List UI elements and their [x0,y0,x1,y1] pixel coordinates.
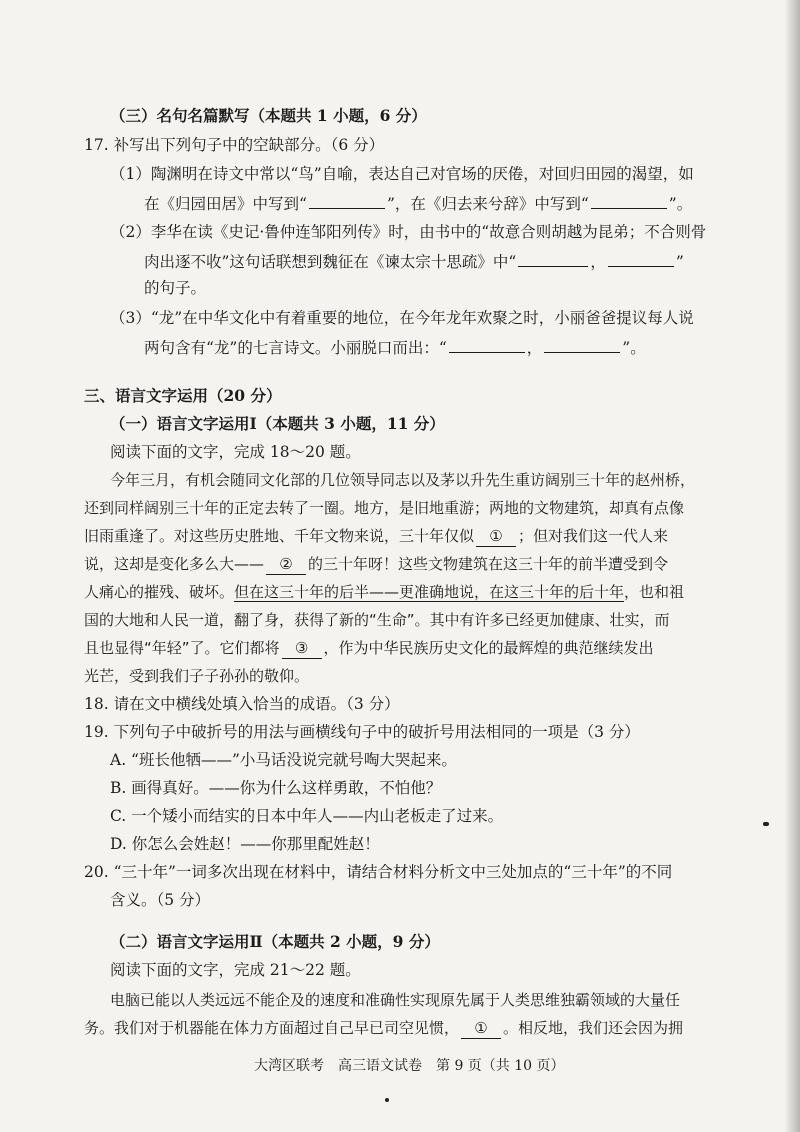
q17-part2-text-c: ” [675,253,684,271]
answer-blank[interactable] [449,336,525,353]
passage1-line3-b: ；但对我们这一代人来 [518,527,669,545]
q17-part1-text-a: 在《归园田居》中写到“ [144,195,307,213]
passage1-line5-b: ，也和祖 [624,583,685,601]
passage1-line7 [84,638,654,659]
q17-part2-text-b: ， [590,253,606,271]
q19: 19. 下列句子中破折号的用法与画横线句子中的破折号用法相同的一项是（3 分） [84,723,640,741]
passage1-line2: 还到同样阔别三十年的正定去转了一圈。地方，是旧地重游；两地的文物建筑，却真有点像 [84,499,685,517]
q17-part3-line1: （3）“龙”在中华文化中有着重要的地位，在今年龙年欢聚之时，小丽爸爸提议每人说 [110,309,694,327]
passage1-line8: 光芒，受到我们子子孙孙的敬仰。 [84,667,310,685]
scan-mark [385,1098,389,1102]
blank-2[interactable]: ② [266,554,306,575]
passage1-line4-a: 说，这却是变化多么大—— [84,555,265,573]
q20-line2: 含义。（5 分） [110,891,211,909]
q17-part2-line1: （2）李华在读《史记·鲁仲连邹阳列传》时，由书中的“故意合则胡越为昆弟；不合则骨 [110,223,707,241]
scan-edge-shadow [784,0,800,1132]
q17-part3-text-a: 两句含有“龙”的七言诗文。小丽脱口而出：“ [144,339,447,357]
q17-part2-line2 [144,250,684,272]
answer-blank[interactable] [591,192,667,209]
passage1-line5 [84,582,684,602]
part2-instruction: 阅读下面的文字，完成 21～22 题。 [110,961,361,979]
q17-part2-text-a: 肉出逐不收”这句话联想到魏征在《谏太宗十思疏》中“ [144,253,517,271]
blank-3[interactable]: ③ [282,638,322,659]
passage2-line1: 电脑已能以人类远远不能企及的速度和准确性实现原先属于人类思维独霸领域的大量任 [110,991,681,1009]
q17-part1-text-c: ”。 [668,195,693,213]
passage2-line2-b: 。相反地，我们还会因为拥 [503,1019,684,1037]
q19-option-b[interactable]: B. 画得真好。——你为什么这样勇敢，不怕他？ [110,779,442,797]
passage1-line1: 今年三月，有机会随同文化部的几位领导同志以及茅以升先生重访阔别三十年的赵州桥， [110,471,696,489]
section3-subtitle: （三）名句名篇默写（本题共 1 小题，6 分） [110,106,427,125]
passage1-line4-b: 的三十年呀！这些文物建筑在这三十年的前半遭受到令 [308,555,669,573]
passage2-line2 [84,1018,683,1039]
passage2-line2-a: 务。我们对于机器能在体力方面超过自己早已司空见惯， [84,1019,460,1037]
scan-mark [763,822,769,826]
blank-4[interactable]: ① [461,1018,501,1039]
passage1-line3-a: 旧雨重逢了。对这些历史胜地、千年文物来说，三十年仅似 [84,527,475,545]
q17-part1-text-b: ”，在《归去来兮辞》中写到“ [386,195,589,213]
part2-title: （二）语言文字运用Ⅱ（本题共 2 小题，9 分） [110,932,440,951]
q19-option-a[interactable]: A. “班长他牺——”小马话没说完就号啕大哭起来。 [110,751,457,769]
section-title: 三、语言文字运用（20 分） [84,386,282,405]
passage1-line7-a: 且也显得“年轻”了。它们都将 [84,639,280,657]
q17-part3-text-c: ”。 [622,339,646,357]
q17-part2-line3: 的句子。 [144,279,207,297]
q17-part3-text-b: ， [526,339,543,357]
q17-part1-line1: （1）陶渊明在诗文中常以“鸟”自喻，表达自己对官场的厌倦，对回归田园的渴望，如 [110,165,694,183]
answer-blank[interactable] [518,250,588,267]
answer-blank[interactable] [544,336,620,353]
page-footer: 大湾区联考 高三语文试卷 第 9 页（共 10 页） [254,1058,565,1074]
q17-stem: 17. 补写出下列句子中的空缺部分。（6 分） [84,136,385,154]
passage1-line6: 国的大地和人民一道，翻了身，获得了新的“生命”。其中有许多已经更加健康、壮实，而 [84,611,670,629]
q18: 18. 请在文中横线处填入恰当的成语。（3 分） [84,695,400,713]
q17-part3-line2 [144,336,646,358]
q17-part1-line2 [144,192,692,214]
part1-title: （一）语言文字运用Ⅰ（本题共 3 小题，11 分） [110,414,445,433]
blank-1[interactable]: ① [476,526,516,547]
passage1-line3 [84,526,668,547]
underlined-sentence: 但在这三十年的后半——更准确地说，在这三十年的后十年 [234,583,625,601]
passage1-line7-b: ，作为中华民族历史文化的最辉煌的典范继续发出 [323,639,654,657]
answer-blank[interactable] [608,250,674,267]
part1-instruction: 阅读下面的文字，完成 18～20 题。 [110,443,361,461]
passage1-line4 [84,554,668,575]
q19-option-c[interactable]: C. 一个矮小而结实的日本中年人——内山老板走了过来。 [110,807,504,825]
answer-blank[interactable] [309,192,385,209]
passage1-line5-a: 人痛心的摧残、破坏。 [84,583,235,601]
q19-option-d[interactable]: D. 你怎么会姓赵！——你那里配姓赵！ [110,835,380,853]
q20-line1: 20. “三十年”一词多次出现在材料中，请结合材料分析文中三处加点的“三十年”的不同 [84,863,673,881]
